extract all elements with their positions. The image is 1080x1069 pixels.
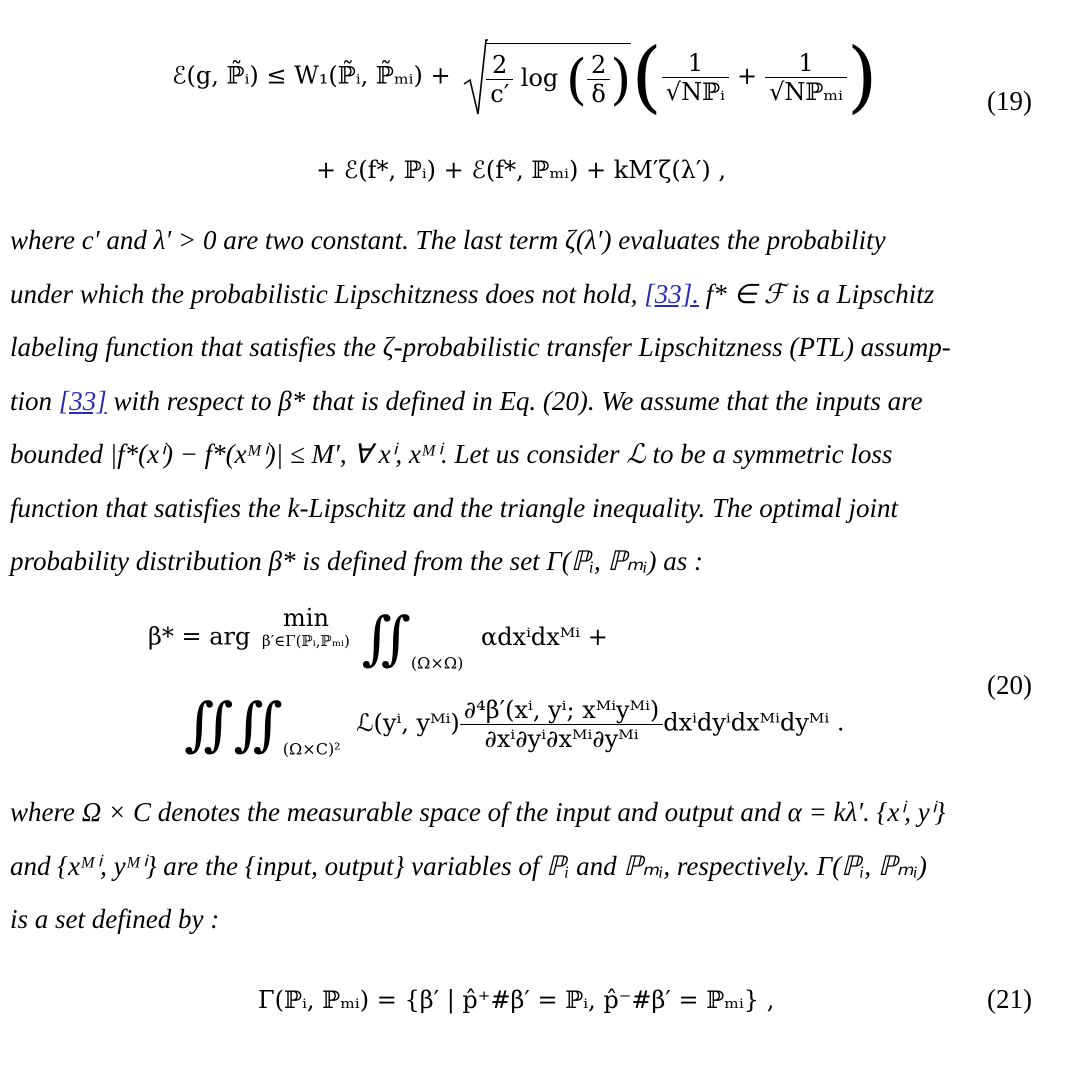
para1-line: function that satisfies the k-Lipschitz and the triangle inequality. The optimal joint [10, 492, 898, 523]
eq19-lhs: ℰ(g, ℙ̃ᵢ) ≤ W₁(ℙ̃ᵢ, ℙ̃ₘᵢ) + [172, 61, 451, 90]
eq19-inv1-num: 1 [662, 49, 729, 78]
eq20-line2 [184, 690, 844, 759]
eq19-sqrt: $\frac{2}{c'}$ log ( $\frac{2}{\delta}$ ) [462, 36, 631, 118]
para2-line: is a set defined by : [10, 904, 220, 934]
citation-link[interactable]: [33]. [644, 278, 700, 309]
eq20-partial-frac [460, 696, 664, 753]
eq20-tail: dxⁱdyⁱdxᴹⁱdyᴹⁱ . [663, 708, 845, 737]
para2-line: and {xᴹⁱ, yᴹⁱ} are the {input, output} variables of ℙᵢ and ℙₘᵢ, respectively. Γ(ℙᵢ, ℙₘᵢ) [10, 850, 927, 881]
eq19-sqrt-frac [486, 51, 513, 108]
citation-link[interactable]: [33] [58, 385, 107, 416]
eq20-min: min [283, 604, 329, 632]
eq19-sqrt-frac-num: 2 [486, 51, 513, 80]
eq20-loss: ℒ(yⁱ, yᴹⁱ) [356, 708, 460, 737]
eq19-inv1-den: √Nℙᵢ [665, 77, 725, 106]
eq19-plus: + [736, 61, 758, 90]
eq19-log-frac-num: 2 [587, 51, 610, 80]
para1-line: bounded |f*(xⁱ) − f*(xᴹⁱ)| ≤ M′, ∀ xⁱ, xᴹⁱ. Let us consider ℒ to be a symmetric loss [10, 439, 893, 469]
eq21-number: (21) [987, 984, 1032, 1014]
para2-line: where Ω × C denotes the measurable space of the input and output and α = kλ′. {xⁱ, yⁱ} [10, 797, 946, 827]
eq19-inv2-num: 1 [765, 49, 847, 78]
eq19-log-frac-den: δ [591, 80, 606, 108]
eq19-line1: ℰ(g, ℙ̃ᵢ) ≤ W₁(ℙ̃ᵢ, ℙ̃ₘᵢ) + $\frac{2}{c'}$ log ( $\frac{2}{\delta}$ )( $\frac{1}{\text{√Nℙᵢ}}$ + $\frac{1}{\text{√Nℙₘᵢ}}$ ) [172, 32, 878, 122]
paragraph-1 [10, 214, 1032, 589]
para1-line: under which the probabilistic Lipschitzness does not hold, [33]. f* ∈ ℱ is a Lipschitz [10, 278, 935, 309]
eq19-inv2-den: √Nℙₘᵢ [769, 77, 843, 106]
eq19-number: (19) [987, 86, 1032, 116]
eq20-lhs: β* = arg [148, 622, 251, 651]
para1-line: where c′ and λ′ > 0 are two constant. The last term ζ(λ′) evaluates the probability [10, 225, 886, 255]
eq20-quad-integral: ∬∬ [184, 690, 283, 758]
paragraph-2 [10, 786, 1032, 947]
eq19-log: log [520, 64, 559, 92]
eq20-line1-body: αdxⁱdxᴹⁱ + [480, 622, 608, 651]
eq20-line1 [148, 604, 608, 673]
eq19-line2: + ℰ(f*, ℙᵢ) + ℰ(f*, ℙₘᵢ) + kM′ζ(λ′) , [316, 156, 726, 184]
eq20-min-sub: β′∈Γ(ℙᵢ,ℙₘᵢ) [262, 632, 350, 650]
eq19-inv1 [662, 49, 729, 106]
para1-line: labeling function that satisfies the ζ-probabilistic transfer Lipschitzness (PTL) assump- [10, 332, 951, 362]
eq20-frac-den: ∂xⁱ∂yⁱ∂xᴹⁱ∂yᴹⁱ [484, 724, 639, 753]
eq19-sqrt-frac-den: c′ [490, 80, 510, 108]
eq19-inv2 [765, 49, 847, 106]
sqrt-sign-icon [462, 36, 488, 118]
eq20-double-integral: ∬ [361, 604, 411, 672]
eq19-log-frac [587, 51, 610, 108]
eq20-int2-sub: (Ω×C)² [282, 739, 341, 759]
eq20-number: (20) [987, 670, 1032, 700]
eq20-frac-num: ∂⁴β′(xⁱ, yⁱ; xᴹⁱyᴹⁱ) [460, 696, 664, 725]
para1-line: tion [33] with respect to β* that is defined in Eq. (20). We assume that the inputs are [10, 385, 923, 416]
eq21-body: Γ(ℙᵢ, ℙₘᵢ) = {β′ | p̂⁺#β′ = ℙᵢ, p̂⁻#β′ = ℙₘᵢ} , [258, 986, 775, 1014]
para1-line: probability distribution β* is defined from the set Γ(ℙᵢ, ℙₘᵢ) as : [10, 546, 703, 576]
eq20-int-sub: (Ω×Ω) [410, 653, 464, 673]
